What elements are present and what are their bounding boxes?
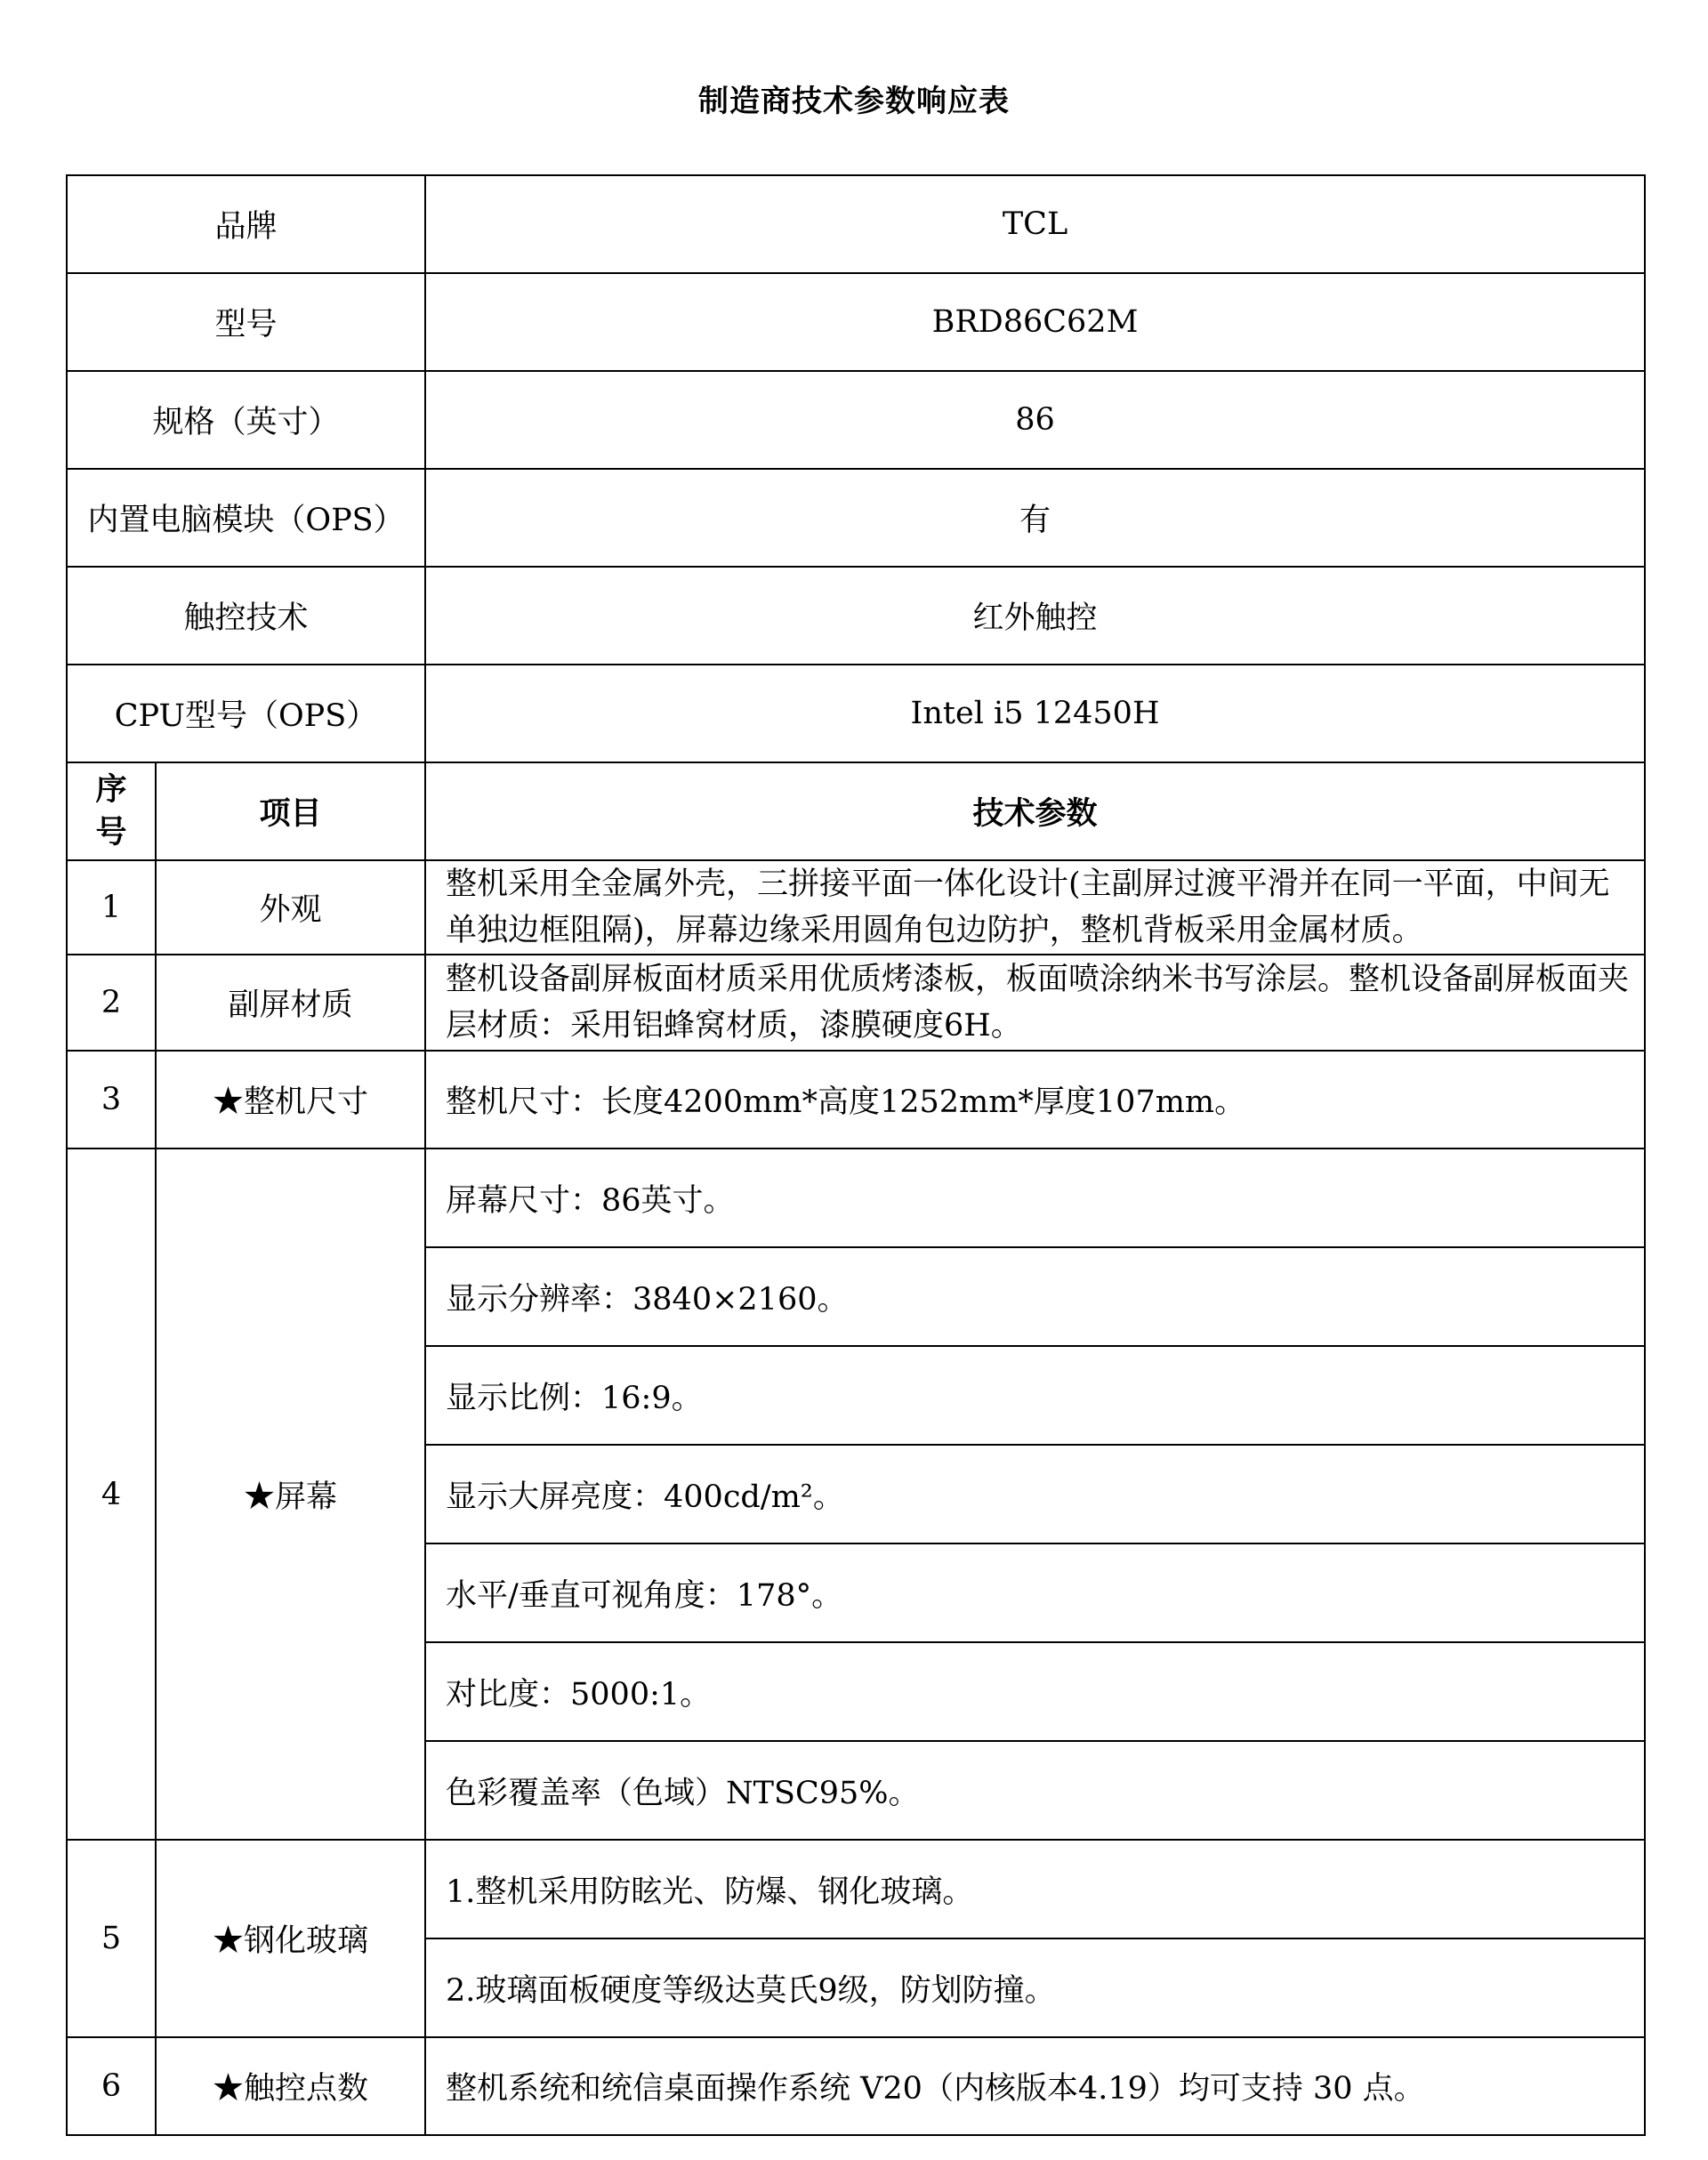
info-row-model: [67, 273, 1645, 371]
header-seq-line-1: 序: [95, 771, 127, 808]
row-param: 显示大屏亮度：400cd/m²。: [425, 1445, 1645, 1543]
spec-table: [66, 174, 1646, 2136]
info-label: 品牌: [67, 175, 425, 273]
header-item: 项目: [156, 762, 425, 860]
row-item: ★屏幕: [156, 1149, 425, 1840]
document-title: 制造商技术参数响应表: [698, 84, 1010, 119]
info-label: 内置电脑模块（OPS）: [67, 469, 425, 567]
row-param: 1.整机采用防眩光、防爆、钢化玻璃。: [425, 1840, 1645, 1938]
row-param: 水平/垂直可视角度：178°。: [425, 1543, 1645, 1642]
info-label: 触控技术: [67, 567, 425, 665]
row-param: 显示分辨率：3840×2160。: [425, 1247, 1645, 1346]
row-seq: 4: [67, 1149, 156, 1840]
table-row: [67, 1051, 1645, 1149]
row-param: 色彩覆盖率（色域）NTSC95%。: [425, 1741, 1645, 1840]
info-label: 型号: [67, 273, 425, 371]
info-row-brand: [67, 175, 1645, 273]
table-row: [67, 1149, 1645, 1247]
row-item: 外观: [156, 860, 425, 955]
table-row: [67, 860, 1645, 955]
info-value: TCL: [425, 175, 1645, 273]
table-row: [67, 2037, 1645, 2135]
row-param: 2.玻璃面板硬度等级达莫氏9级，防划防撞。: [425, 1938, 1645, 2037]
row-seq: 2: [67, 955, 156, 1051]
row-seq: 3: [67, 1051, 156, 1149]
row-seq: 5: [67, 1840, 156, 2037]
info-row-cpu: [67, 665, 1645, 762]
info-value: 红外触控: [425, 567, 1645, 665]
row-seq: 6: [67, 2037, 156, 2135]
info-value: BRD86C62M: [425, 273, 1645, 371]
row-param: 整机设备副屏板面材质采用优质烤漆板，板面喷涂纳米书写涂层。整机设备副屏板面夹层材质：采用铝蜂窝材质，漆膜硬度6H。: [425, 955, 1645, 1051]
row-item: ★触控点数: [156, 2037, 425, 2135]
row-seq: 1: [67, 860, 156, 955]
row-item: 副屏材质: [156, 955, 425, 1051]
table-row: [67, 955, 1645, 1051]
row-param: 整机采用全金属外壳，三拼接平面一体化设计(主副屏过渡平滑并在同一平面，中间无单独边框阻隔)，屏幕边缘采用圆角包边防护，整机背板采用金属材质。: [425, 860, 1645, 955]
info-value: 86: [425, 371, 1645, 469]
row-item: ★整机尺寸: [156, 1051, 425, 1149]
header-seq: [67, 762, 156, 860]
info-row-ops: [67, 469, 1645, 567]
info-row-touch: [67, 567, 1645, 665]
info-label: CPU型号（OPS）: [67, 665, 425, 762]
row-param: 屏幕尺寸：86英寸。: [425, 1149, 1645, 1247]
info-value: 有: [425, 469, 1645, 567]
row-param: 整机系统和统信桌面操作系统 V20（内核版本4.19）均可支持 30 点。: [425, 2037, 1645, 2135]
row-param: 对比度：5000:1。: [425, 1642, 1645, 1741]
info-label: 规格（英寸）: [67, 371, 425, 469]
row-param: 整机尺寸：长度4200mm*高度1252mm*厚度107mm。: [425, 1051, 1645, 1149]
info-row-size: [67, 371, 1645, 469]
row-item: ★钢化玻璃: [156, 1840, 425, 2037]
info-value: Intel i5 12450H: [425, 665, 1645, 762]
table-header-row: [67, 762, 1645, 860]
table-row: [67, 1840, 1645, 1938]
row-param: 显示比例：16:9。: [425, 1346, 1645, 1445]
header-seq-line-2: 号: [95, 814, 127, 850]
header-param: 技术参数: [425, 762, 1645, 860]
